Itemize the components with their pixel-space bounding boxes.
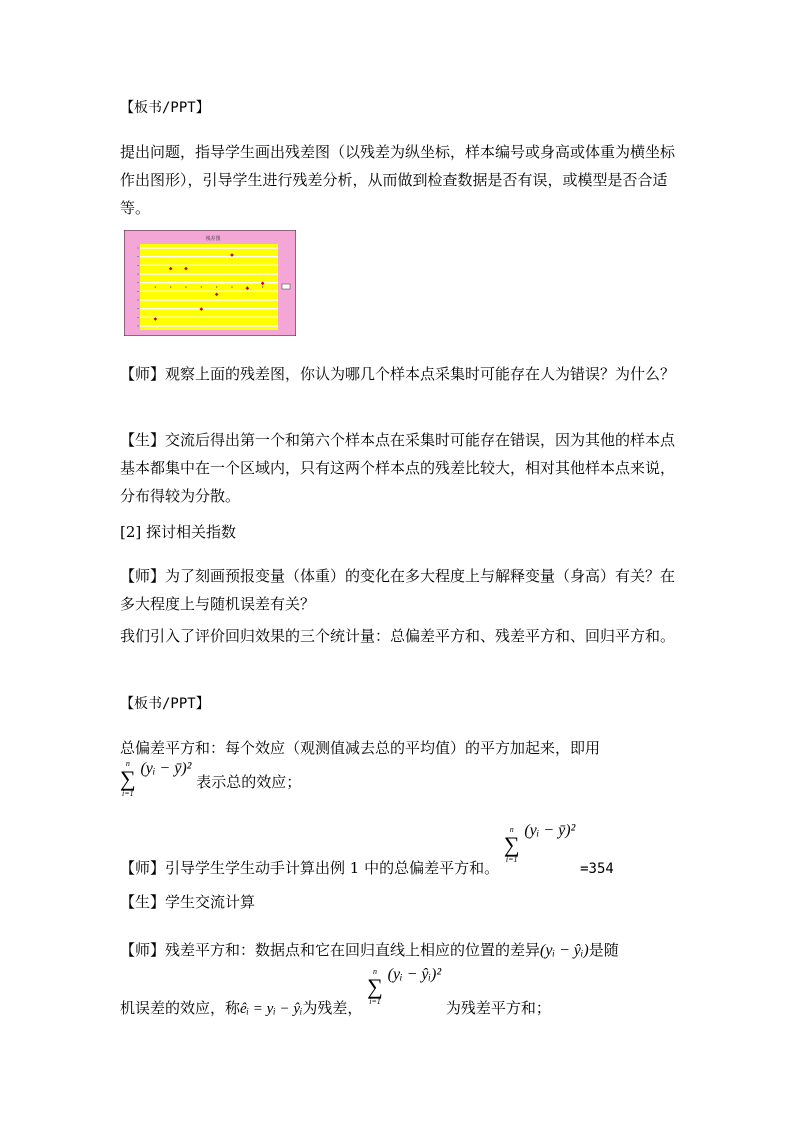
zero-marker xyxy=(155,286,156,287)
residual-sum-text-2: 是随 xyxy=(588,941,619,959)
paragraph-student-compute: 【生】学生交流计算 xyxy=(120,893,256,911)
zero-marker xyxy=(216,286,217,287)
heading-board-ppt-1: 【板书/PPT】 xyxy=(120,100,210,116)
paragraph-teacher-correlation: 【师】为了刻画预报变量（体重）的变化在多大程度上与解释变量（身高）有关？在多大程度上与随机误差有关？ xyxy=(120,567,676,613)
paragraph-student-answer: 【生】交流后得出第一个和第六个样本点在采集时可能存在错误，因为其他的样本点基本都集中在一个区域内，只有这两个样本点的残差比较大，相对其他样本点来说，分布得较为分散。 xyxy=(120,431,676,505)
paragraph-total-deviation: 总偏差平方和：每个效应（观测值减去总的平均值）的平方加起来，即用 xyxy=(120,739,601,757)
residual-text-a: 机误差的效应，称 xyxy=(120,999,241,1017)
paragraph-three-statistics: 我们引入了评价回归效果的三个统计量：总偏差平方和、残差平方和、回归平方和。 xyxy=(120,627,676,645)
sigma-symbol-2: n ∑ i=1 xyxy=(503,825,520,864)
formula-residual-diff: (yᵢ − ŷᵢ) xyxy=(540,942,589,959)
residual-text-b: 为残差， xyxy=(302,999,363,1017)
legend-box xyxy=(282,284,290,289)
paragraph-residual-sum-line2 xyxy=(120,966,551,1017)
paragraph-compute-total-deviation xyxy=(120,822,614,877)
formula-total-deviation-line xyxy=(120,760,301,798)
sigma-symbol: n ∑ i=1 xyxy=(120,759,136,798)
formula-residual-def: êᵢ = yᵢ − ŷᵢ xyxy=(240,1001,303,1017)
teacher-compute-text: 【师】引导学生学生动手计算出例 1 中的总偏差平方和。 xyxy=(120,859,500,877)
zero-marker xyxy=(170,286,171,287)
zero-marker xyxy=(231,286,232,287)
residual-text-c: 为残差平方和； xyxy=(445,999,551,1017)
total-deviation-value: =354 xyxy=(580,861,614,877)
formula-residual-sq: (yᵢ − ŷᵢ)² xyxy=(387,966,442,983)
sigma-symbol-3: n ∑ i=1 xyxy=(367,967,383,1006)
chart-title: 残差图 xyxy=(205,236,221,242)
zero-marker xyxy=(201,286,202,287)
zero-marker xyxy=(262,286,263,287)
residual-plot-svg xyxy=(124,230,296,336)
paragraph-residual-plot-intro: 提出问题，指导学生画出残差图（以残差为纵坐标，样本编号或身高或体重为横坐标作出图形），引导学生进行残差分析，从而做到检查数据是否有误，或模型是否合适等。 xyxy=(120,143,676,217)
formula-total-deviation-2: (yᵢ − ȳ)² xyxy=(524,822,576,839)
section-heading-correlation-index: [2] 探讨相关指数 xyxy=(120,523,237,541)
residual-sum-text-1: 【师】残差平方和：数据点和它在回归直线上相应的位置的差异 xyxy=(120,941,541,959)
heading-board-ppt-2: 【板书/PPT】 xyxy=(120,696,210,712)
paragraph-teacher-question: 【师】观察上面的残差图，你认为哪几个样本点采集时可能存在人为错误？为什么？ xyxy=(120,365,676,383)
formula-total-deviation: (yᵢ − ȳ)² xyxy=(140,760,192,777)
residual-plot-chart xyxy=(124,230,296,336)
paragraph-residual-sum-line1 xyxy=(120,936,680,965)
total-effect-text: 表示总的效应； xyxy=(196,773,302,791)
zero-marker xyxy=(185,286,186,287)
